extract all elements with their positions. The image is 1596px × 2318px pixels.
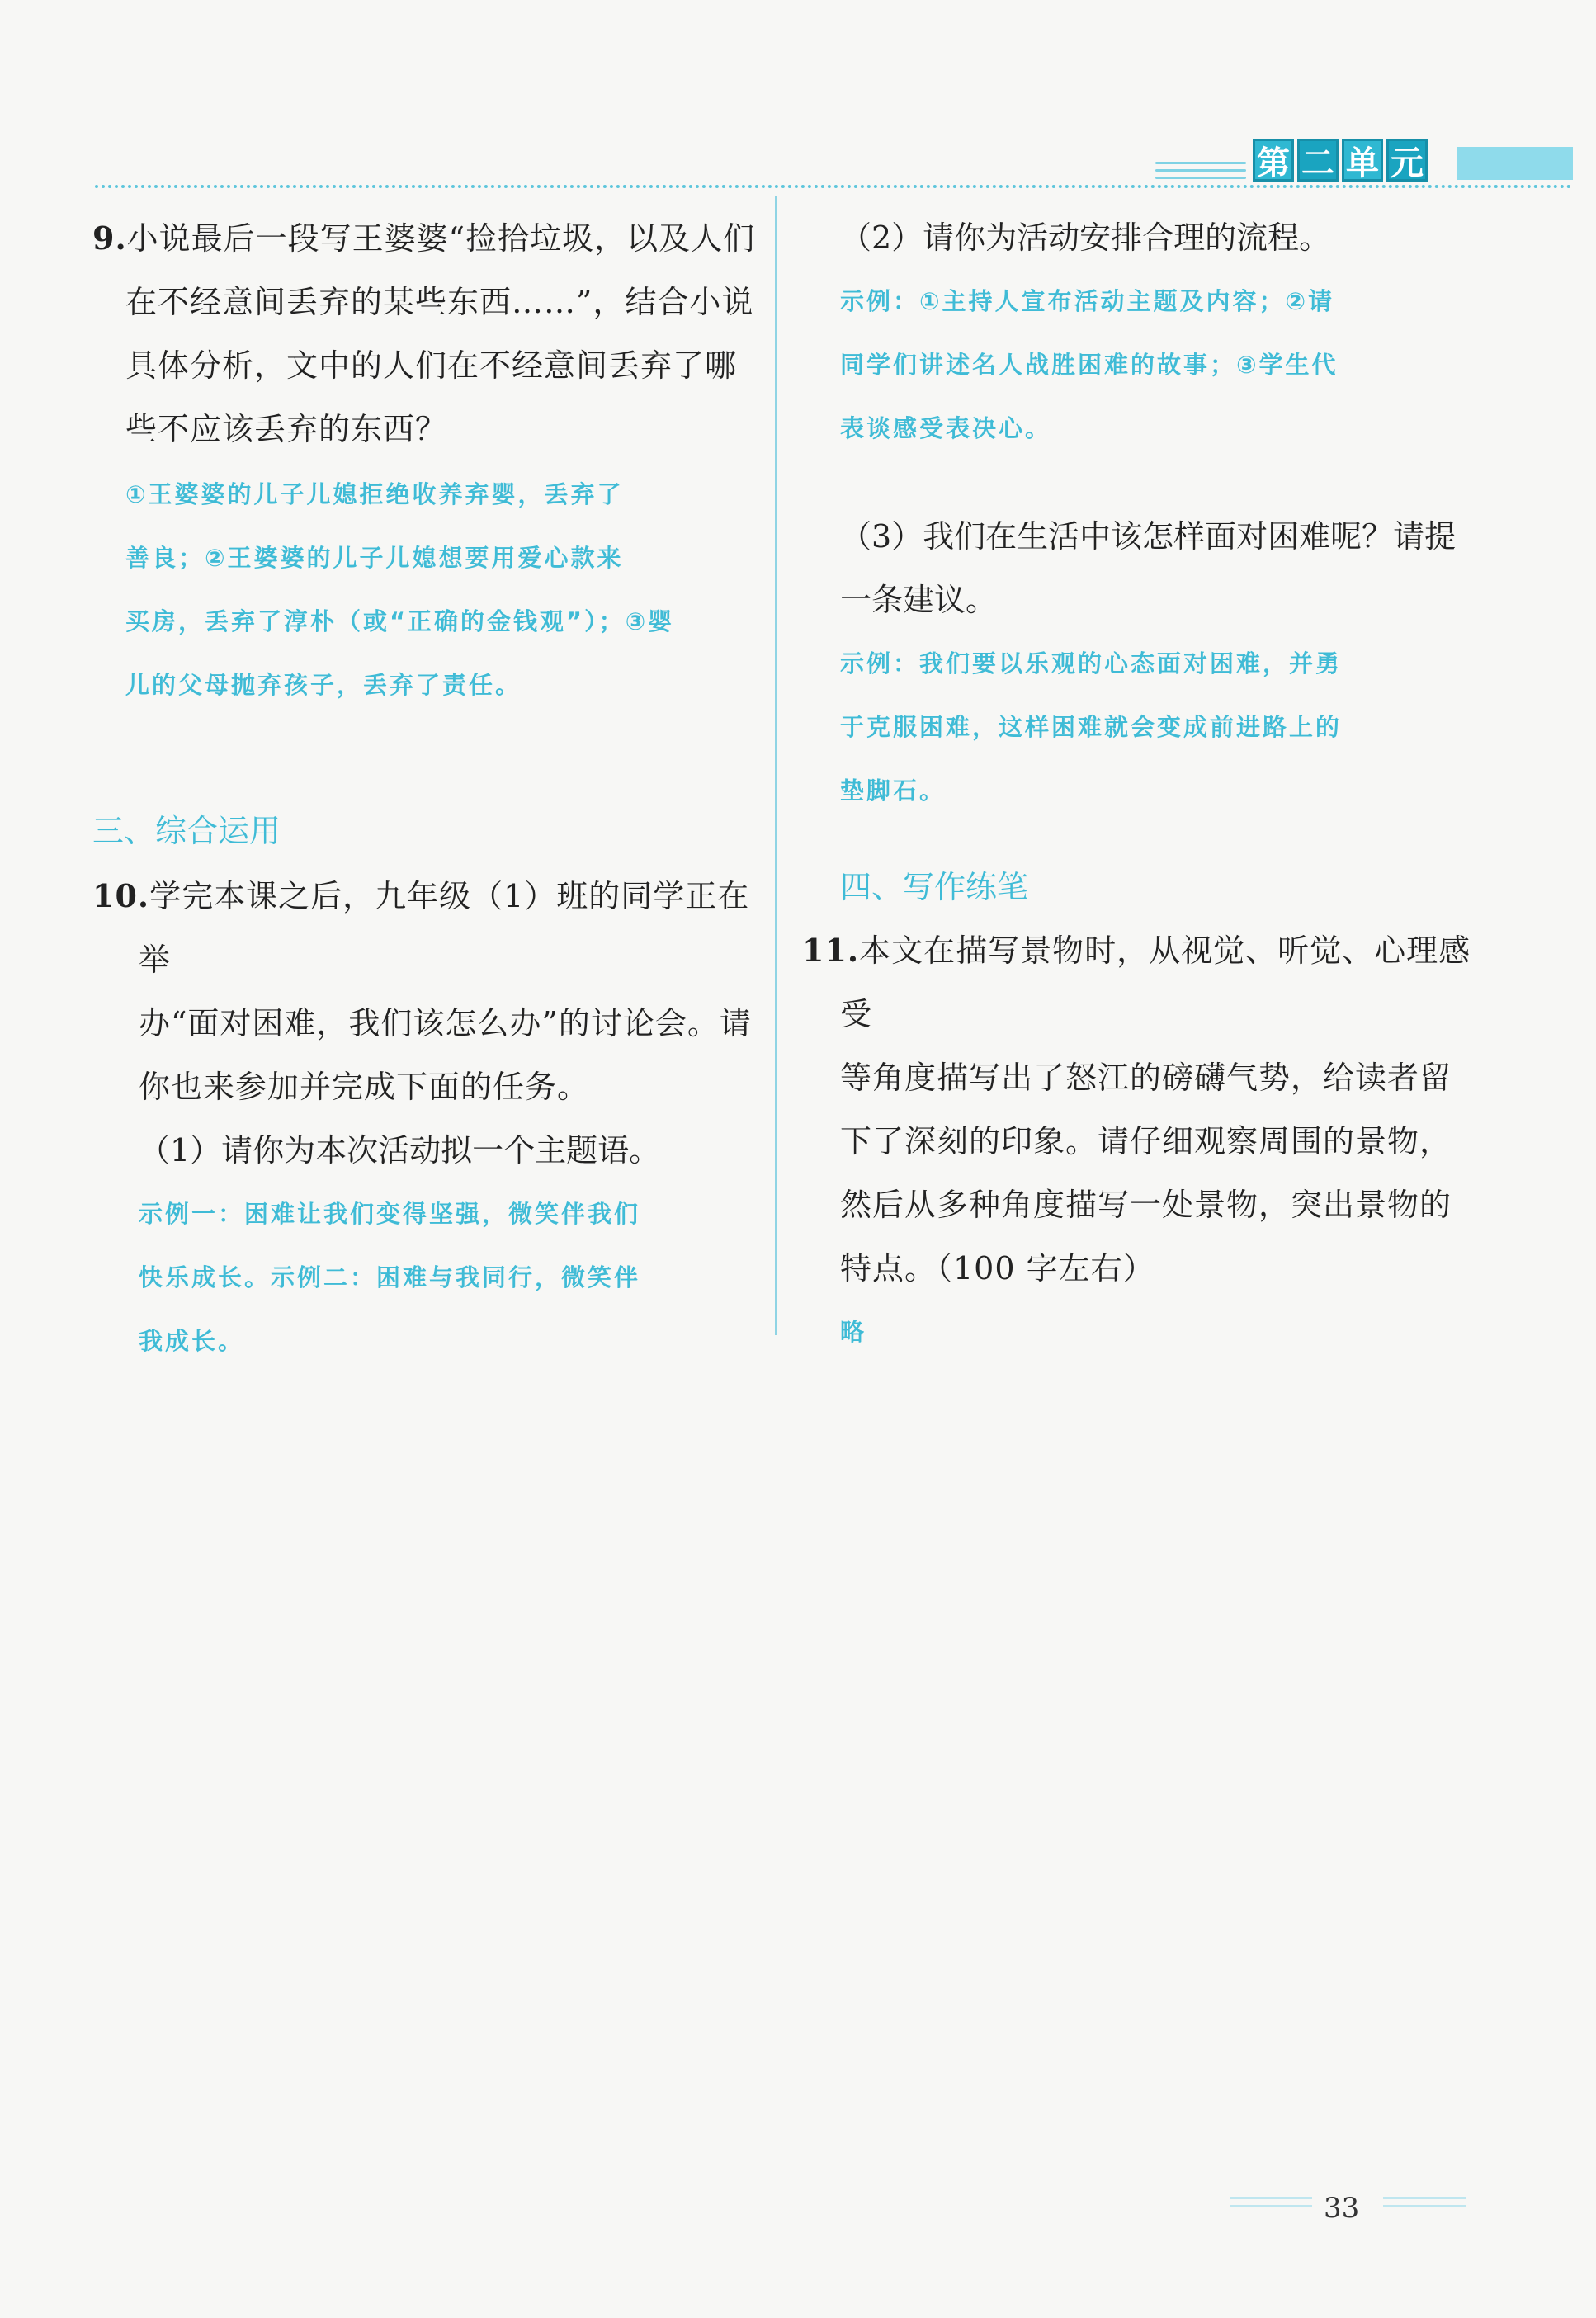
header-bar xyxy=(1457,147,1573,180)
q9-answer xyxy=(92,463,757,717)
footer-decor-lines-right xyxy=(1383,2197,1466,2213)
q10-sub3-line: 一条建议。 xyxy=(840,582,998,618)
answer-line: 我成长。 xyxy=(139,1327,245,1355)
q9-number: 9. xyxy=(92,220,127,257)
q10-line: 办“面对困难，我们该怎么办”的讨论会。请 xyxy=(139,1005,752,1041)
answer-line: 示例：我们要以乐观的心态面对困难，并勇 xyxy=(840,649,1343,677)
q10-sub2: （2）请你为活动安排合理的流程。 xyxy=(840,220,1331,256)
answer-line: 示例：①主持人宣布活动主题及内容；②请 xyxy=(840,287,1335,315)
q11-line: 特点。（100 字左右） xyxy=(840,1250,1155,1286)
answer-line: 快乐成长。示例二：困难与我同行，微笑伴 xyxy=(139,1263,641,1291)
q9-line: 具体分析，文中的人们在不经意间丢弃了哪 xyxy=(125,347,738,384)
q9-text: 小说最后一段写王婆婆“捡拾垃圾，以及人们 xyxy=(126,220,756,257)
footer-decor-lines-left xyxy=(1230,2197,1312,2213)
unit-char: 元 xyxy=(1386,139,1428,182)
answer-line: 于克服困难，这样困难就会变成前进路上的 xyxy=(840,713,1343,741)
question-11 xyxy=(802,918,1492,1364)
q10-number: 10. xyxy=(92,877,150,914)
page-number: 33 xyxy=(1324,2192,1360,2225)
answer-line: 善良；②王婆婆的儿子儿媳想要用爱心款来 xyxy=(125,544,624,572)
unit-char: 第 xyxy=(1253,139,1294,182)
answer-line: 儿的父母抛弃孩子，丢弃了责任。 xyxy=(125,671,522,699)
q10-line xyxy=(92,864,757,992)
answer-line: 买房，丢弃了淳朴（或“正确的金钱观”）；③婴 xyxy=(125,607,675,635)
q10-answer3 xyxy=(840,632,1492,823)
q9-line xyxy=(92,206,757,271)
q11-text: 本文在描写景物时，从视觉、听觉、心理感受 xyxy=(840,932,1471,1032)
header-dotted-rule xyxy=(95,185,1572,188)
section-heading-4: 四、写作练笔 xyxy=(840,869,1029,905)
q11-line xyxy=(802,918,1492,1046)
left-column xyxy=(92,206,757,1373)
q11-line: 等角度描写出了怒江的磅礴气势，给读者留 xyxy=(840,1060,1452,1096)
q10-sub3 xyxy=(840,505,1492,632)
unit-char: 二 xyxy=(1297,139,1339,182)
answer-line: 表谈感受表决心。 xyxy=(840,414,1052,442)
q10-line: 你也来参加并完成下面的任务。 xyxy=(139,1069,590,1105)
answer-line: 垫脚石。 xyxy=(840,777,947,805)
q11-number: 11. xyxy=(802,932,860,969)
header-decor-lines xyxy=(1155,162,1246,184)
q10-answer2 xyxy=(840,270,1492,460)
right-column xyxy=(802,206,1492,1364)
answer-line: 示例一：困难让我们变得坚强，微笑伴我们 xyxy=(139,1200,641,1228)
q11-line: 下了深刻的印象。请仔细观察周围的景物， xyxy=(840,1123,1452,1159)
question-10 xyxy=(92,864,757,1373)
q11-answer: 略 xyxy=(840,1318,867,1346)
q10-answer1 xyxy=(92,1183,757,1373)
question-9 xyxy=(92,206,757,717)
q10-text: 学完本课之后，九年级（1）班的同学正在举 xyxy=(139,878,750,978)
q9-line: 些不应该丢弃的东西？ xyxy=(125,411,448,447)
section-heading-3: 三、综合运用 xyxy=(92,813,281,849)
q11-line: 然后从多种角度描写一处景物，突出景物的 xyxy=(840,1187,1452,1223)
q9-line: 在不经意间丢弃的某些东西……”，结合小说 xyxy=(125,284,754,320)
unit-tag xyxy=(1253,137,1428,183)
q10-sub1: （1）请你为本次活动拟一个主题语。 xyxy=(139,1132,661,1168)
q10-sub3-line: （3）我们在生活中该怎样面对困难呢？请提 xyxy=(840,518,1457,555)
column-divider xyxy=(775,196,777,1335)
answer-line: 同学们讲述名人战胜困难的故事；③学生代 xyxy=(840,351,1339,379)
unit-char: 单 xyxy=(1342,139,1383,182)
answer-line: ①王婆婆的儿子儿媳拒绝收养弃婴，丢弃了 xyxy=(125,480,624,508)
